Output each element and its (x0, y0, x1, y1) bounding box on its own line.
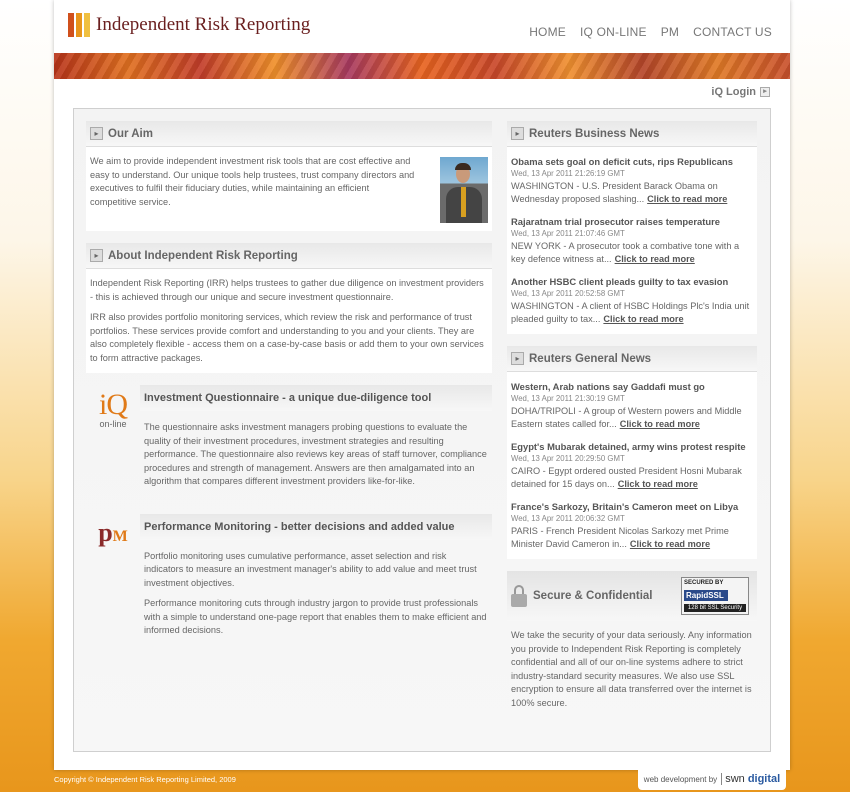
our-aim-title: Our Aim (108, 127, 153, 140)
iq-online-logo[interactable] (86, 385, 140, 496)
our-aim-text: We aim to provide independent investment risk tools that are cost effective and easy to understand. Our unique tools help trustees, trust company directors and executives to fulfil their fiduciary duties, while maintaining an efficient competitive service. (90, 156, 415, 207)
left-column (86, 121, 492, 663)
news-item (511, 275, 753, 326)
logo-text: Independent Risk Reporting (96, 14, 311, 35)
arrow-icon: ▸ (511, 352, 524, 365)
business-news-panel (507, 121, 757, 334)
arrow-icon: ▸ (90, 249, 103, 262)
iq-feature-text: The questionnaire asks investment managers probing questions to evaluate the quality of their investment procedures, investment strategies and resulting performance. The questionnaire also reviews key areas of staff turnover, compliance procedures and strength of management. Answers are then amalgamated into an algorithm that compares different investment providers like-for-like. (144, 422, 487, 486)
secure-title: Secure & Confidential (533, 590, 653, 602)
news-summary: WASHINGTON - U.S. President Barack Obama on Wednesday proposed slashing... (511, 181, 718, 204)
news-date: Wed, 13 Apr 2011 21:07:46 GMT (511, 229, 625, 238)
about-title: About Independent Risk Reporting (108, 249, 298, 262)
news-title: Egypt's Mubarak detained, army wins protest respite (511, 441, 746, 452)
nav-pm[interactable]: PM (660, 25, 680, 39)
news-title: Obama sets goal on deficit cuts, rips Republicans (511, 156, 733, 167)
our-aim-panel (86, 121, 492, 231)
news-item (511, 440, 753, 491)
logo-bars-icon (68, 13, 90, 37)
ssl-badge-brand: RapidSSL (684, 590, 728, 601)
about-paragraph: Independent Risk Reporting (IRR) helps trustees to gather due diligence on investment providers - this is achieved through our unique and secure investment questionnaire. (90, 278, 484, 302)
business-news-title: Reuters Business News (529, 127, 660, 140)
news-summary: DOHA/TRIPOLI - A group of Western powers and Middle Eastern states called for... (511, 406, 742, 429)
news-date: Wed, 13 Apr 2011 21:26:19 GMT (511, 169, 625, 178)
news-date: Wed, 13 Apr 2011 21:30:19 GMT (511, 394, 625, 403)
news-date: Wed, 13 Apr 2011 20:52:58 GMT (511, 289, 625, 298)
portrait-image (440, 157, 488, 223)
iq-feature-title: Investment Questionnaire - a unique due-diligence tool (144, 392, 432, 404)
pm-feature-paragraph: Performance monitoring cuts through industry jargon to provide trust professionals with a simple to understand one-page report that enables them to make efficient and informed decisions. (144, 598, 487, 635)
swn-digital-logo (721, 773, 780, 785)
news-title: France's Sarkozy, Britain's Cameron meet on Libya (511, 501, 739, 512)
read-more-link[interactable]: Click to read more (629, 539, 711, 549)
rapidssl-badge[interactable] (681, 577, 749, 615)
footer-copyright: Copyright © Independent Risk Reporting Limited, 2009 (54, 775, 236, 784)
arrow-icon: ▸ (511, 127, 524, 140)
news-title: Another HSBC client pleads guilty to tax evasion (511, 276, 729, 287)
credit-brand-b: digital (747, 773, 781, 785)
general-news-panel (507, 346, 757, 559)
iq-login-button[interactable] (711, 86, 770, 98)
news-summary: PARIS - French President Nicolas Sarkozy met Prime Minister David Cameron in... (511, 526, 729, 549)
pm-feature-paragraph: Portfolio monitoring uses cumulative performance, asset selection and risk indicators to measure an investment manager's ability to add value and meet trust investment objectives. (144, 550, 477, 588)
pm-feature (86, 514, 492, 645)
header-banner (54, 53, 790, 79)
arrow-icon: ▸ (760, 87, 770, 97)
news-item (511, 155, 753, 206)
nav-contact-us[interactable]: CONTACT US (693, 25, 772, 39)
about-panel (86, 243, 492, 373)
arrow-icon: ▸ (90, 127, 103, 140)
pm-logo-m: M (112, 527, 128, 545)
pm-feature-title: Performance Monitoring - better decisions and added value (144, 520, 455, 533)
read-more-link[interactable]: Click to read more (619, 419, 700, 429)
pm-logo[interactable] (86, 514, 140, 645)
news-title: Western, Arab nations say Gaddafi must go (511, 381, 705, 392)
nav-iq-online[interactable]: IQ ON-LINE (580, 25, 647, 39)
iq-feature (86, 385, 492, 496)
read-more-link[interactable]: Click to read more (603, 314, 684, 324)
news-summary: WASHINGTON - A client of HSBC Holdings Plc's India unit pleaded guilty to tax... (511, 301, 750, 324)
read-more-link[interactable]: Click to read more (614, 254, 695, 264)
lock-icon (511, 585, 527, 607)
general-news-title: Reuters General News (529, 352, 652, 365)
news-title: Rajaratnam trial prosecutor raises temperature (511, 216, 720, 227)
footer-credit[interactable] (638, 768, 786, 790)
secure-text: We take the security of your data seriously. Any information you provide to Independent Risk Reporting is completely confidential and all of our on-line systems adhere to strict industry-standard security measures. We also use SSL encryption to ensure all data transferred over the internet is 100% secure. (511, 630, 752, 708)
news-summary: NEW YORK - A prosecutor took a combative tone with a key defence witness at... (511, 241, 740, 264)
site-logo[interactable] (68, 12, 310, 38)
news-date: Wed, 13 Apr 2011 20:06:32 GMT (511, 514, 625, 523)
credit-brand-a: swn (725, 773, 745, 785)
iq-login-label: iQ Login (711, 86, 756, 98)
about-paragraph: IRR also provides portfolio monitoring services, which review the risk and performance of trust portfolios. These services provide comfort and understanding to you and your clients. They are also completely flexible - access them on a case-by-case basis or add them to your own services to form attractive packages. (90, 312, 484, 363)
read-more-link[interactable]: Click to read more (647, 194, 728, 204)
credit-label: web development by (643, 774, 718, 784)
ssl-badge-bottom: 128 bit SSL Security (684, 604, 746, 612)
page-container (54, 0, 790, 770)
nav-home[interactable]: HOME (529, 25, 566, 39)
read-more-link[interactable]: Click to read more (617, 479, 698, 489)
main-content (73, 108, 771, 752)
news-item (511, 380, 753, 431)
ssl-badge-top: SECURED BY (684, 580, 724, 586)
secure-panel (507, 571, 757, 718)
right-column (507, 121, 757, 730)
news-item (511, 500, 753, 551)
top-navigation (529, 25, 772, 39)
iq-logo-sub: on-line (99, 419, 127, 429)
pm-logo-p: p (98, 517, 113, 547)
news-item (511, 215, 753, 266)
iq-logo-main: iQ (99, 388, 127, 421)
news-summary: CAIRO - Egypt ordered ousted President Hosni Mubarak detained for 15 days on... (511, 466, 742, 489)
news-date: Wed, 13 Apr 2011 20:29:50 GMT (511, 454, 625, 463)
